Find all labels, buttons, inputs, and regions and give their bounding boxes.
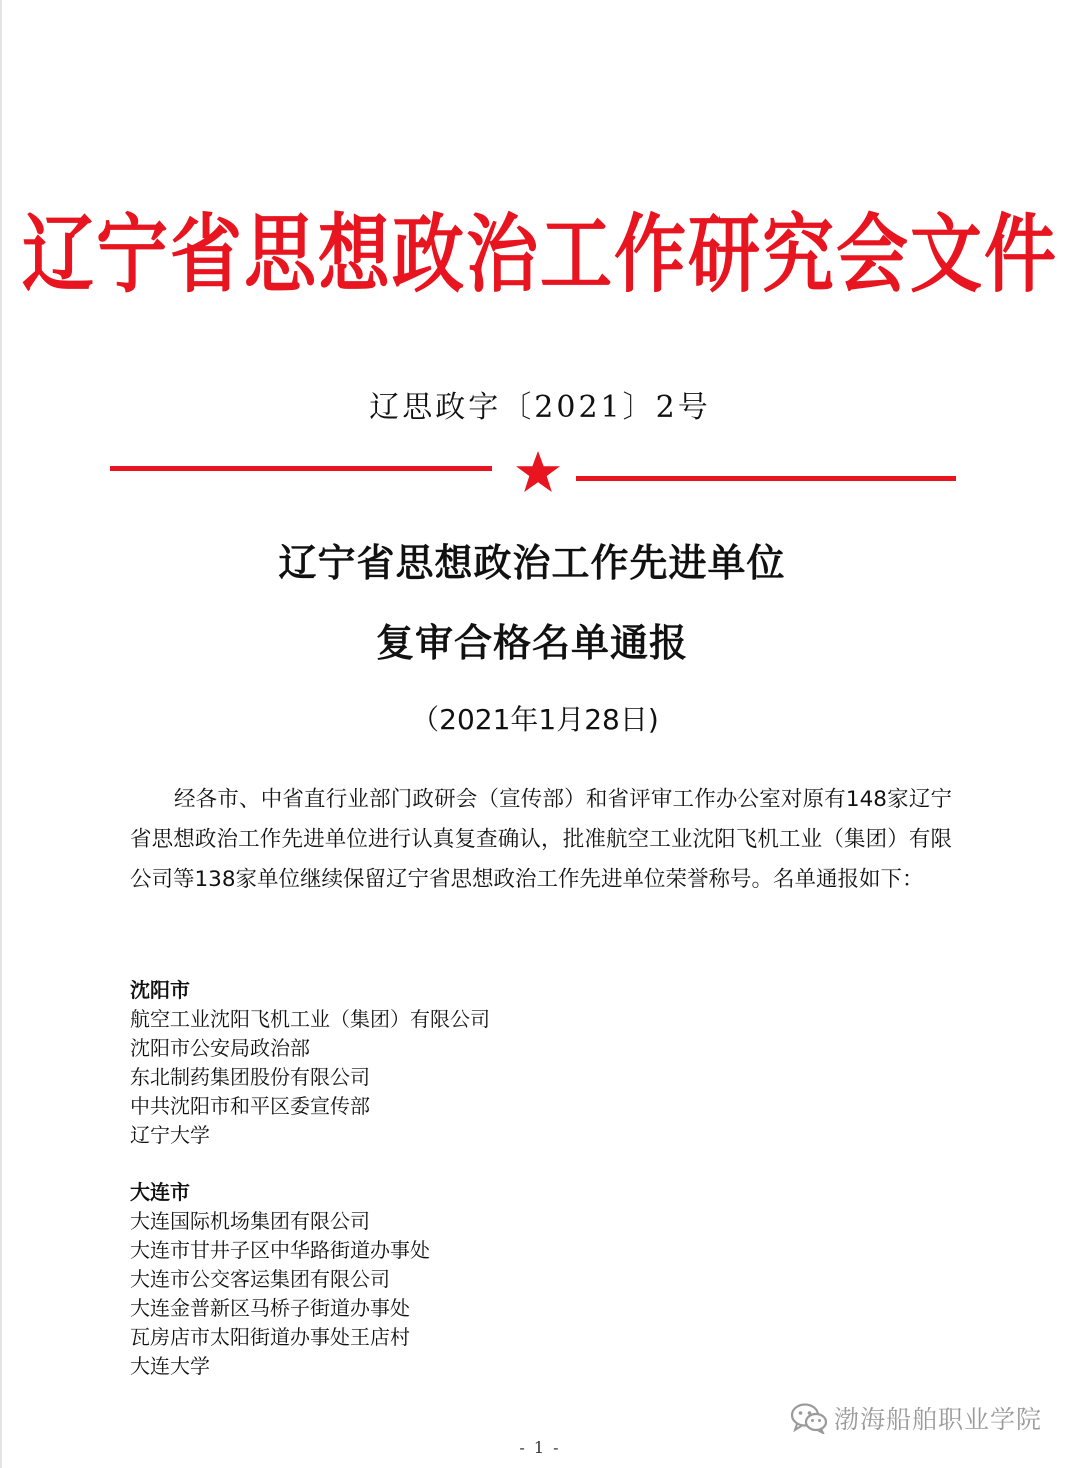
section-shenyang [130,976,730,1150]
section-dalian [130,1178,730,1381]
list-item: 辽宁大学 [130,1123,210,1147]
list-item: 中共沈阳市和平区委宣传部 [130,1094,370,1118]
unit-list [130,1005,730,1150]
list-item: 大连金普新区马桥子街道办事处 [130,1296,410,1320]
list-item: 航空工业沈阳飞机工业（集团）有限公司 [130,1007,490,1031]
notice-title-line-1: 辽宁省思想政治工作先进单位 [278,541,786,585]
unit-list [130,1207,730,1381]
wechat-icon [790,1402,828,1434]
list-item: 大连市甘井子区中华路街道办事处 [130,1238,430,1262]
list-item: 沈阳市公安局政治部 [130,1036,310,1060]
page-number: - 1 - [519,1438,561,1457]
section-heading: 沈阳市 [130,978,190,1002]
watermark-text: 渤海船舶职业学院 [834,1405,1043,1434]
notice-title-line-2: 复审合格名单通报 [375,621,688,665]
red-rule-left [110,466,492,471]
list-item: 大连大学 [130,1354,210,1378]
issuer-title: 辽宁省思想政治工作研究会文件 [21,204,1058,304]
red-star-icon [512,450,564,494]
list-item: 瓦房店市太阳街道办事处王店村 [130,1325,410,1349]
list-item: 大连市公交客运集团有限公司 [130,1267,390,1291]
red-rule-right [576,476,956,481]
body-paragraph: 经各市、中省直行业部门政研会（宣传部）和省评审工作办公室对原有148家辽宁省思想政治工作先进单位进行认真复查确认，批准航空工业沈阳飞机工业（集团）有限公司等138家单位继续保留辽宁省思想政治工作先进单位荣誉称号。名单通报如下： [130,787,952,892]
section-heading: 大连市 [130,1180,190,1204]
list-item: 东北制药集团股份有限公司 [130,1065,370,1089]
watermark [790,1398,1042,1438]
notice-date: （2021年1月28日) [411,703,659,736]
list-item: 大连国际机场集团有限公司 [130,1209,370,1233]
document-number: 辽思政字〔2021〕2号 [369,390,711,425]
